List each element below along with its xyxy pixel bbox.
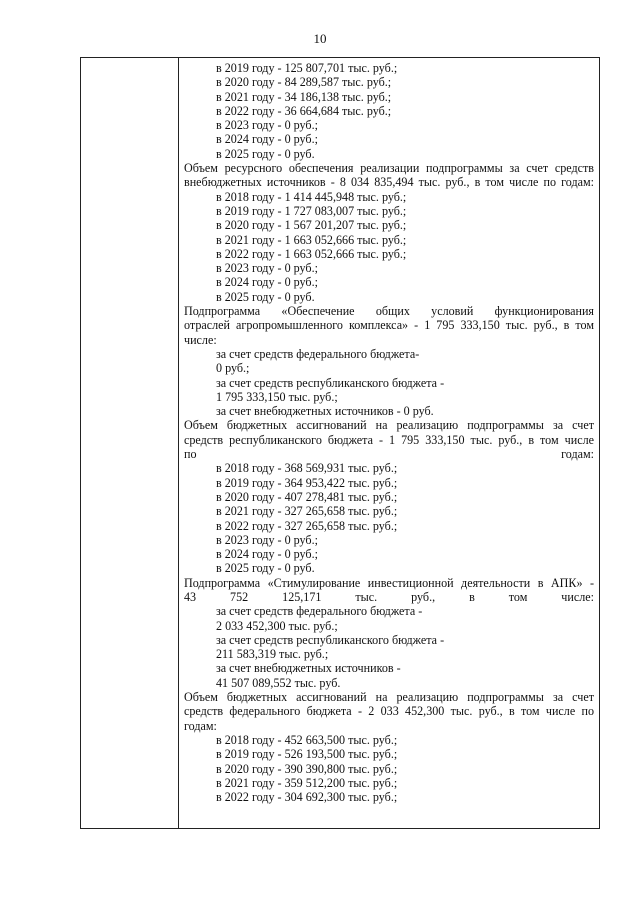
indented-line: в 2019 году - 125 807,701 тыс. руб.;	[216, 61, 398, 75]
paragraph	[184, 304, 594, 347]
paragraph-line: средств федерального бюджета - 2 033 452,300 тыс. руб., в том числе по	[184, 704, 594, 719]
paragraph-line: внебюджетных источников - 8 034 835,494 тыс. руб., в том числе по годам:	[184, 175, 594, 190]
page-number: 10	[313, 31, 327, 46]
indented-line: 2 033 452,300 тыс. руб.;	[216, 618, 338, 633]
paragraph-line: средств республиканского бюджета - 1 795 333,150 тыс. руб., в том числе	[184, 432, 594, 447]
indented-line: за счет внебюджетных источников -	[216, 661, 401, 676]
paragraph-line: 43 752 125,171 тыс. руб., в том числе:	[184, 589, 594, 604]
indented-line: в 2022 году - 36 664,684 тыс. руб.;	[216, 103, 392, 118]
indented-line: в 2022 году - 304 692,300 тыс. руб.;	[216, 790, 398, 805]
paragraph-line: отраслей агропромышленного комплекса» - 1 795 333,150 тыс. руб., в том	[184, 318, 594, 333]
indented-line: в 2023 году - 0 руб.;	[216, 118, 318, 133]
indented-line: в 2019 году - 364 953,422 тыс. руб.;	[216, 475, 398, 490]
indented-line: в 2024 году - 0 руб.;	[216, 132, 318, 147]
indented-line: 1 795 333,150 тыс. руб.;	[216, 389, 338, 404]
paragraph-line: Объем бюджетных ассигнований на реализацию подпрограммы за счет	[184, 690, 594, 705]
indented-line: в 2018 году - 1 414 445,948 тыс. руб.;	[216, 189, 407, 204]
table-content-cell	[184, 61, 594, 804]
paragraph-line: Подпрограмма «Обеспечение общих условий функционирования	[184, 304, 594, 319]
indented-line: в 2020 году - 390 390,800 тыс. руб.;	[216, 761, 398, 776]
paragraph-line: числе:	[184, 332, 217, 347]
paragraph	[184, 418, 594, 461]
indented-line: в 2021 году - 327 265,658 тыс. руб.;	[216, 504, 398, 519]
indented-line: в 2022 году - 327 265,658 тыс. руб.;	[216, 518, 398, 533]
indented-line: в 2018 году - 368 569,931 тыс. руб.;	[216, 461, 398, 476]
indented-line: в 2025 году - 0 руб.	[216, 289, 315, 304]
indented-line: в 2021 году - 359 512,200 тыс. руб.;	[216, 775, 398, 790]
paragraph	[184, 690, 594, 733]
indented-line: в 2019 году - 1 727 083,007 тыс. руб.;	[216, 203, 407, 218]
paragraph-line: по годам:	[184, 447, 594, 462]
indented-line: за счет внебюджетных источников - 0 руб.	[216, 404, 434, 419]
indented-line: 211 583,319 тыс. руб.;	[216, 647, 329, 662]
indented-line: в 2025 году - 0 руб.	[216, 146, 315, 161]
indented-line: в 2018 году - 452 663,500 тыс. руб.;	[216, 732, 398, 747]
paragraph-line: Подпрограмма «Стимулирование инвестиционной деятельности в АПК» -	[184, 575, 594, 590]
indented-line: в 2025 году - 0 руб.	[216, 561, 315, 576]
indented-line: 41 507 089,552 тыс. руб.	[216, 675, 341, 690]
indented-line: в 2021 году - 1 663 052,666 тыс. руб.;	[216, 232, 407, 247]
paragraph-line: Объем бюджетных ассигнований на реализацию подпрограммы за счет	[184, 418, 594, 433]
table-left-column	[81, 58, 179, 828]
indented-line: за счет средств республиканского бюджета -	[216, 375, 445, 390]
indented-line: в 2024 году - 0 руб.;	[216, 275, 318, 290]
paragraph	[184, 576, 594, 605]
document-table	[80, 57, 600, 829]
indented-line: за счет средств республиканского бюджета -	[216, 632, 445, 647]
indented-line: за счет средств федерального бюджета -	[216, 604, 423, 619]
indented-line: в 2020 году - 1 567 201,207 тыс. руб.;	[216, 218, 407, 233]
paragraph-line: годам:	[184, 718, 217, 733]
indented-line: в 2024 году - 0 руб.;	[216, 547, 318, 562]
indented-line: в 2022 году - 1 663 052,666 тыс. руб.;	[216, 246, 407, 261]
paragraph	[184, 161, 594, 190]
indented-line: в 2020 году - 84 289,587 тыс. руб.;	[216, 75, 392, 90]
indented-line: в 2019 году - 526 193,500 тыс. руб.;	[216, 747, 398, 762]
indented-line: в 2023 году - 0 руб.;	[216, 532, 318, 547]
indented-line: в 2023 году - 0 руб.;	[216, 261, 318, 276]
indented-line: 0 руб.;	[216, 361, 250, 376]
indented-line: в 2020 году - 407 278,481 тыс. руб.;	[216, 489, 398, 504]
indented-line: за счет средств федерального бюджета-	[216, 346, 420, 361]
indented-line: в 2021 году - 34 186,138 тыс. руб.;	[216, 89, 392, 104]
paragraph-line: Объем ресурсного обеспечения реализации подпрограммы за счет средств	[184, 161, 594, 176]
